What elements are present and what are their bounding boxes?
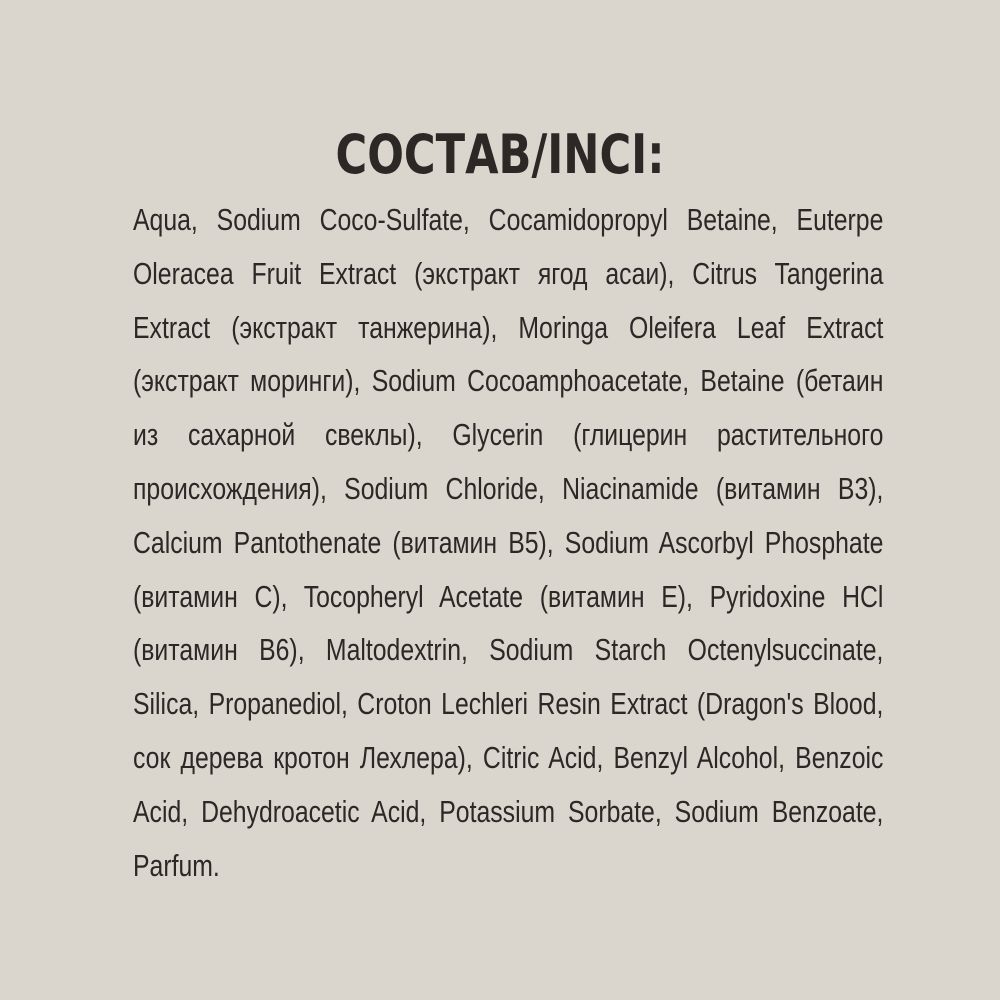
- ingredients-list: Aqua, Sodium Coco-Sulfate, Cocamidopropyl Betaine, Euterpe Oleracea Fruit Extract (экстракт ягод асаи), Citrus Tangerina Extract (экстракт танжерина), Moringa Oleifera Leaf Extract (экстракт моринги), Sodium Cocoamphoacetate, Betaine (бетаин из сахарной свеклы), Glycerin (глицерин растительного происхождения), Sodium Chloride, Niacinamide (витамин B3), Calcium Pantothenate (витамин B5), Sodium Ascorbyl Phosphate (витамин C), Tocopheryl Acetate (витамин E), Pyridoxine HCl (витамин B6), Maltodextrin, Sodium Starch Octenylsuccinate, Silica, Propanediol, Croton Lechleri Resin Extract (Dragon's Blood, сок дерева кротон Лехлера), Citric Acid, Benzyl Alcohol, Benzoic Acid, Dehydroacetic Acid, Potassium Sorbate, Sodium Benzoate, Parfum.: [133, 202, 884, 883]
- composition-title: СОСТАВ/INCI:: [335, 123, 665, 186]
